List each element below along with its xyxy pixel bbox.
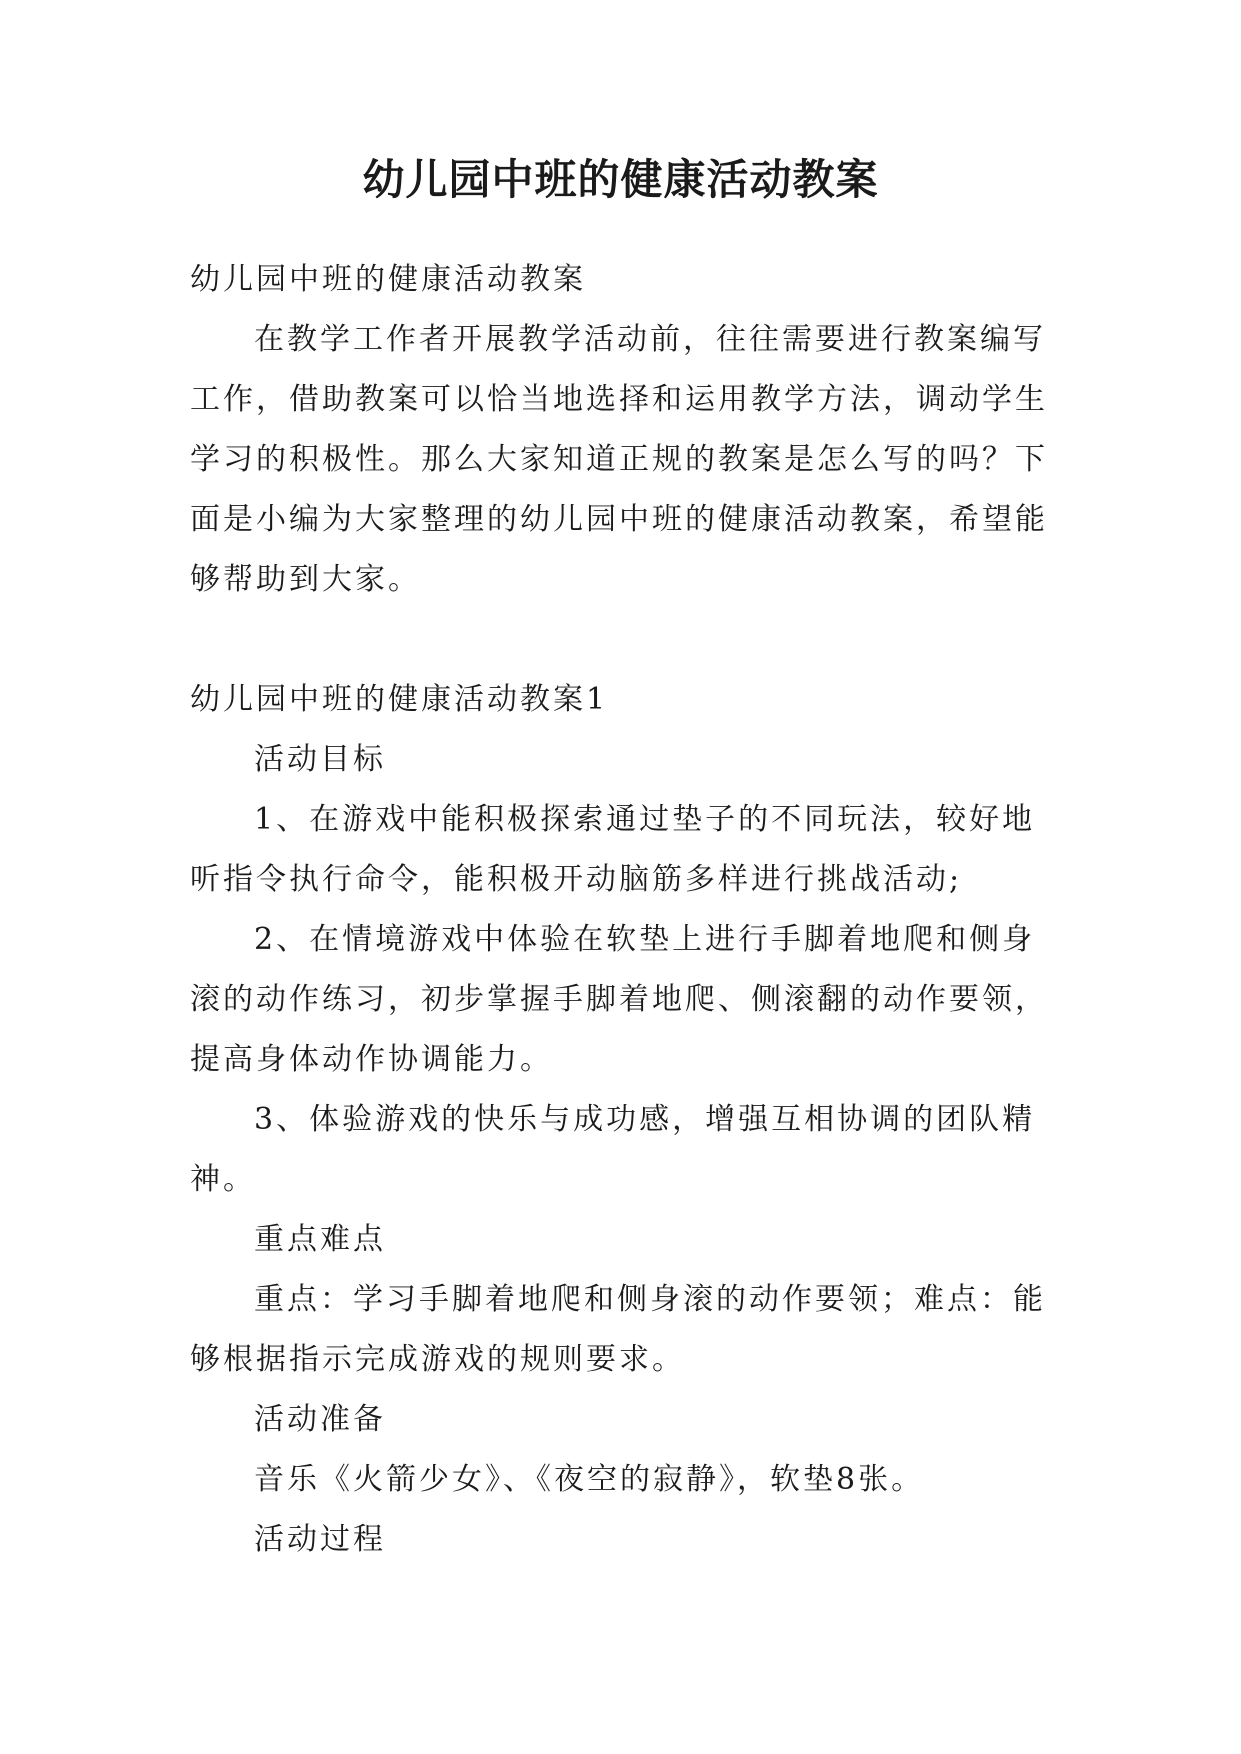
goal-item: 1、在游戏中能积极探索通过垫子的不同玩法，较好地听指令执行命令，能积极开动脑筋多样进行挑战活动; (190, 802, 1036, 897)
section-heading: 幼儿园中班的健康活动教案1 (190, 682, 609, 717)
document-body (190, 250, 1055, 1570)
key-points-text: 重点：学习手脚着地爬和侧身滚的动作要领；难点：能够根据指示完成游戏的规则要求。 (190, 1282, 1046, 1377)
key-points-heading: 重点难点 (254, 1222, 386, 1257)
intro-paragraph: 在教学工作者开展教学活动前，往往需要进行教案编写工作，借助教案可以恰当地选择和运用教学方法，调动学生学习的积极性。那么大家知道正规的教案是怎么写的吗？下面是小编为大家整理的幼儿园中班的健康活动教案，希望能够帮助到大家。 (190, 322, 1048, 597)
process-heading: 活动过程 (254, 1522, 386, 1557)
goals-heading: 活动目标 (254, 742, 386, 777)
document-title: 幼儿园中班的健康活动教案 (362, 155, 879, 204)
goal-item: 2、在情境游戏中体验在软垫上进行手脚着地爬和侧身滚的动作练习，初步掌握手脚着地爬、侧滚翻的动作要领，提高身体动作协调能力。 (190, 922, 1048, 1077)
preparation-heading: 活动准备 (254, 1402, 386, 1437)
preparation-text: 音乐《火箭少女》、《夜空的寂静》，软垫8张。 (254, 1462, 925, 1497)
spacer (190, 610, 1055, 670)
document-subtitle: 幼儿园中班的健康活动教案 (190, 262, 586, 297)
goal-item: 3、体验游戏的快乐与成功感，增强互相协调的团队精神。 (190, 1102, 1036, 1197)
